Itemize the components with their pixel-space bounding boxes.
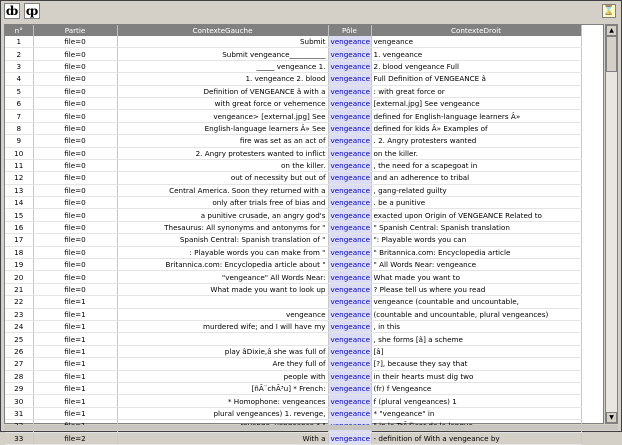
- cell-contexte-droit: , gang-related guilty: [371, 184, 581, 196]
- cell-partie: file=0: [33, 159, 117, 171]
- cell-contexte-droit: f (plural vengeances) 1: [371, 395, 581, 407]
- cell-pole: vengeance: [328, 358, 371, 370]
- cell-partie: file=0: [33, 60, 117, 72]
- cell-partie: file=1: [33, 345, 117, 357]
- table-row[interactable]: [5, 60, 581, 72]
- cell-n: 19: [5, 259, 33, 271]
- cell-partie: file=0: [33, 73, 117, 85]
- table-row[interactable]: [5, 147, 581, 159]
- cell-pole: vengeance: [328, 382, 371, 394]
- cell-partie: file=1: [33, 333, 117, 345]
- cell-n: 11: [5, 159, 33, 171]
- cell-contexte-droit: [external.jpg] See vengeance: [371, 97, 581, 109]
- cell-contexte-droit: defined for English-language learners Â»: [371, 110, 581, 122]
- cell-contexte-droit: [â]: [371, 345, 581, 357]
- cell-partie: file=0: [33, 221, 117, 233]
- cell-contexte-gauche: What made you want to look up: [117, 283, 328, 295]
- cell-partie: file=0: [33, 184, 117, 196]
- cell-pole: vengeance: [328, 172, 371, 184]
- cell-pole: vengeance: [328, 197, 371, 209]
- cell-n: 8: [5, 122, 33, 134]
- cell-partie: file=0: [33, 122, 117, 134]
- cell-pole: vengeance: [328, 333, 371, 345]
- cell-pole: vengeance: [328, 283, 371, 295]
- table-row[interactable]: [5, 296, 581, 308]
- cell-n: 5: [5, 85, 33, 97]
- cell-pole: vengeance: [328, 407, 371, 419]
- cell-partie: file=1: [33, 320, 117, 332]
- cell-contexte-gauche: people with: [117, 370, 328, 382]
- cell-contexte-droit: What made you want to: [371, 271, 581, 283]
- cell-contexte-gauche: 2. Angry protesters wanted to inflict: [117, 147, 328, 159]
- table-row[interactable]: [5, 172, 581, 184]
- cell-contexte-gauche: Submit: [117, 36, 328, 48]
- cell-n: 27: [5, 358, 33, 370]
- cell-contexte-gauche: with great force or vehemence: [117, 97, 328, 109]
- table-body: [5, 36, 581, 444]
- cell-contexte-droit: - definition of With a vengeance by: [371, 432, 581, 444]
- cell-contexte-gauche: * Homophone: vengeances: [117, 395, 328, 407]
- cell-partie: file=1: [33, 407, 117, 419]
- cell-contexte-droit: in their hearts must dig two: [371, 370, 581, 382]
- table-row[interactable]: [5, 110, 581, 122]
- cell-n: 17: [5, 234, 33, 246]
- col-header-contexte-droit[interactable]: ContexteDroit: [371, 25, 581, 36]
- cell-partie: file=0: [33, 147, 117, 159]
- cell-contexte-gauche: Thesaurus: All synonyms and antonyms for ": [117, 221, 328, 233]
- cell-partie: file=0: [33, 283, 117, 295]
- toolbar-button-2[interactable]: ȹ: [25, 4, 39, 18]
- table-row[interactable]: [5, 358, 581, 370]
- cell-contexte-droit: [?], because they say that: [371, 358, 581, 370]
- cell-pole: vengeance: [328, 259, 371, 271]
- cell-contexte-droit: (fr) f Vengeance: [371, 382, 581, 394]
- cell-contexte-gauche: play âDixie,â she was full of: [117, 345, 328, 357]
- cell-n: 9: [5, 135, 33, 147]
- cell-pole: vengeance: [328, 345, 371, 357]
- cell-contexte-gauche: on the killer.: [117, 159, 328, 171]
- cell-partie: file=0: [33, 271, 117, 283]
- table-row[interactable]: [5, 221, 581, 233]
- cell-contexte-droit: vengeance: [371, 36, 581, 48]
- cell-contexte-gauche: _____ vengeance 1.: [117, 60, 328, 72]
- cell-pole: vengeance: [328, 234, 371, 246]
- cell-n: 15: [5, 209, 33, 221]
- cell-contexte-droit: : with great force or: [371, 85, 581, 97]
- cell-n: 13: [5, 184, 33, 196]
- table-row[interactable]: [5, 135, 581, 147]
- cell-n: 14: [5, 197, 33, 209]
- cell-partie: file=0: [33, 97, 117, 109]
- cell-contexte-droit: " All Words Near: vengeance: [371, 259, 581, 271]
- cell-partie: file=1: [33, 370, 117, 382]
- table-row[interactable]: [5, 197, 581, 209]
- cell-partie: file=0: [33, 36, 117, 48]
- cell-pole: vengeance: [328, 184, 371, 196]
- cell-partie: file=0: [33, 209, 117, 221]
- cell-contexte-droit: and an adherence to tribal: [371, 172, 581, 184]
- scroll-up-arrow-icon[interactable]: ▲: [606, 25, 617, 36]
- cell-n: 2: [5, 48, 33, 60]
- cell-contexte-droit: . 2. Angry protesters wanted: [371, 135, 581, 147]
- hourglass-icon[interactable]: ⌛: [603, 6, 615, 16]
- horizontal-scrollbar[interactable]: [4, 425, 618, 430]
- cell-pole: vengeance: [328, 320, 371, 332]
- cell-contexte-droit: , she forms [â] a scheme: [371, 333, 581, 345]
- cell-contexte-gauche: [117, 296, 328, 308]
- cell-contexte-gauche: only after trials free of bias and: [117, 197, 328, 209]
- cell-contexte-gauche: fire was set as an act of: [117, 135, 328, 147]
- cell-pole: vengeance: [328, 135, 371, 147]
- cell-n: 22: [5, 296, 33, 308]
- table-row[interactable]: [5, 333, 581, 345]
- table-row[interactable]: [5, 407, 581, 419]
- table-row[interactable]: [5, 259, 581, 271]
- cell-partie: file=0: [33, 172, 117, 184]
- cell-pole: vengeance: [328, 85, 371, 97]
- table-row[interactable]: [5, 382, 581, 394]
- cell-partie: file=0: [33, 246, 117, 258]
- col-header-partie[interactable]: Partie: [33, 25, 117, 36]
- cell-pole: vengeance: [328, 271, 371, 283]
- cell-pole: vengeance: [328, 246, 371, 258]
- table-row[interactable]: [5, 122, 581, 134]
- table-row[interactable]: [5, 320, 581, 332]
- cell-contexte-gauche: "vengeance" All Words Near:: [117, 271, 328, 283]
- cell-contexte-gauche: [ñÃ¨chÃ³u] * French:: [117, 382, 328, 394]
- cell-n: 1: [5, 36, 33, 48]
- cell-contexte-droit: 1. vengeance: [371, 48, 581, 60]
- cell-pole: vengeance: [328, 110, 371, 122]
- cell-n: 4: [5, 73, 33, 85]
- cell-n: 7: [5, 110, 33, 122]
- table-row[interactable]: [5, 370, 581, 382]
- cell-partie: file=1: [33, 395, 117, 407]
- cell-contexte-droit: " Britannica.com: Encyclopedia article: [371, 246, 581, 258]
- cell-contexte-droit: 2. blood vengeance Full: [371, 60, 581, 72]
- table-row[interactable]: [5, 184, 581, 196]
- cell-contexte-droit: Full Definition of VENGEANCE â: [371, 73, 581, 85]
- cell-pole: vengeance: [328, 432, 371, 444]
- cell-partie: file=0: [33, 259, 117, 271]
- cell-contexte-droit: vengeance (countable and uncountable,: [371, 296, 581, 308]
- cell-n: 10: [5, 147, 33, 159]
- cell-contexte-gauche: [117, 333, 328, 345]
- cell-partie: file=0: [33, 197, 117, 209]
- cell-contexte-gauche: plural vengeances) 1. revenge,: [117, 407, 328, 419]
- table-row[interactable]: [5, 246, 581, 258]
- col-header-contexte-gauche[interactable]: ContexteGauche: [117, 25, 328, 36]
- cell-n: 30: [5, 395, 33, 407]
- cell-partie: file=0: [33, 135, 117, 147]
- cell-n: 21: [5, 283, 33, 295]
- table-row[interactable]: [5, 283, 581, 295]
- cell-contexte-gauche: murdered wife; and I will have my: [117, 320, 328, 332]
- table-row[interactable]: [5, 48, 581, 60]
- cell-n: 16: [5, 221, 33, 233]
- cell-pole: vengeance: [328, 97, 371, 109]
- cell-contexte-droit: on the killer.: [371, 147, 581, 159]
- cell-contexte-gauche: Spanish Central: Spanish translation of ": [117, 234, 328, 246]
- cell-contexte-droit: exacted upon Origin of VENGEANCE Related to: [371, 209, 581, 221]
- cell-pole: vengeance: [328, 122, 371, 134]
- cell-contexte-gauche: Submit vengeance__________: [117, 48, 328, 60]
- cell-contexte-gauche: Central America. Soon they returned with a: [117, 184, 328, 196]
- cell-n: 25: [5, 333, 33, 345]
- table-row[interactable]: [5, 73, 581, 85]
- cell-contexte-droit: " Spanish Central: Spanish translation: [371, 221, 581, 233]
- cell-n: 20: [5, 271, 33, 283]
- cell-pole: vengeance: [328, 147, 371, 159]
- table-row[interactable]: [5, 395, 581, 407]
- cell-pole: vengeance: [328, 48, 371, 60]
- cell-partie: file=0: [33, 110, 117, 122]
- cell-pole: vengeance: [328, 395, 371, 407]
- cell-partie: file=1: [33, 296, 117, 308]
- cell-n: 31: [5, 407, 33, 419]
- cell-contexte-gauche: English-language learners Â» See: [117, 122, 328, 134]
- table-row[interactable]: [5, 85, 581, 97]
- cell-contexte-gauche: a punitive crusade, an angry god's: [117, 209, 328, 221]
- concordance-table[interactable]: [4, 24, 604, 443]
- toolbar-button-1[interactable]: ȸ: [5, 4, 19, 18]
- cell-partie: file=1: [33, 308, 117, 320]
- cell-n: 18: [5, 246, 33, 258]
- cell-contexte-droit: , the need for a scapegoat in: [371, 159, 581, 171]
- table-row[interactable]: [5, 271, 581, 283]
- cell-partie: file=0: [33, 85, 117, 97]
- cell-contexte-droit: ": Playable words you can: [371, 234, 581, 246]
- table-row[interactable]: [5, 36, 581, 48]
- cell-contexte-gauche: Are they full of: [117, 358, 328, 370]
- table-row[interactable]: [5, 234, 581, 246]
- cell-pole: vengeance: [328, 73, 371, 85]
- cell-contexte-droit: defined for kids Â» Examples of: [371, 122, 581, 134]
- cell-contexte-gauche: Britannica.com: Encyclopedia article about ": [117, 259, 328, 271]
- cell-n: 6: [5, 97, 33, 109]
- toolbar: [1, 1, 621, 23]
- table-row[interactable]: [5, 209, 581, 221]
- table-row[interactable]: [5, 432, 581, 444]
- cell-pole: vengeance: [328, 209, 371, 221]
- col-header-pole[interactable]: Pôle: [328, 25, 371, 36]
- col-header-n[interactable]: n°: [5, 25, 33, 36]
- cell-n: 33: [5, 432, 33, 444]
- cell-partie: file=1: [33, 358, 117, 370]
- cell-contexte-gauche: With a: [117, 432, 328, 444]
- cell-contexte-gauche: Definition of VENGEANCE â with a: [117, 85, 328, 97]
- cell-n: 26: [5, 345, 33, 357]
- cell-n: 29: [5, 382, 33, 394]
- cell-contexte-gauche: vengeance: [117, 308, 328, 320]
- cell-n: 24: [5, 320, 33, 332]
- cell-n: 23: [5, 308, 33, 320]
- cell-partie: file=0: [33, 48, 117, 60]
- cell-pole: vengeance: [328, 36, 371, 48]
- cell-contexte-droit: (countable and uncountable, plural vengeances): [371, 308, 581, 320]
- cell-pole: vengeance: [328, 370, 371, 382]
- cell-n: 28: [5, 370, 33, 382]
- cell-pole: vengeance: [328, 221, 371, 233]
- table-row[interactable]: [5, 308, 581, 320]
- cell-contexte-gauche: out of necessity but out of: [117, 172, 328, 184]
- cell-contexte-droit: . be a punitive: [371, 197, 581, 209]
- cell-partie: file=2: [33, 432, 117, 444]
- cell-contexte-droit: * "vengeance" in: [371, 407, 581, 419]
- table-header: [5, 25, 581, 36]
- table-row[interactable]: [5, 97, 581, 109]
- cell-partie: file=1: [33, 382, 117, 394]
- cell-contexte-gauche: : Playable words you can make from ": [117, 246, 328, 258]
- table-row[interactable]: [5, 345, 581, 357]
- vertical-scrollbar[interactable]: [605, 24, 618, 424]
- cell-contexte-droit: ? Please tell us where you read: [371, 283, 581, 295]
- table-row[interactable]: [5, 159, 581, 171]
- cell-pole: vengeance: [328, 296, 371, 308]
- cell-partie: file=0: [33, 234, 117, 246]
- cell-pole: vengeance: [328, 60, 371, 72]
- cell-pole: vengeance: [328, 308, 371, 320]
- cell-contexte-gauche: 1. vengeance 2. blood: [117, 73, 328, 85]
- cell-contexte-droit: , in this: [371, 320, 581, 332]
- cell-n: 3: [5, 60, 33, 72]
- cell-pole: vengeance: [328, 159, 371, 171]
- scrollbar-thumb[interactable]: [606, 36, 617, 72]
- cell-n: 12: [5, 172, 33, 184]
- scroll-down-arrow-icon[interactable]: ▼: [606, 412, 617, 423]
- cell-contexte-gauche: vengeance> [external.jpg] See: [117, 110, 328, 122]
